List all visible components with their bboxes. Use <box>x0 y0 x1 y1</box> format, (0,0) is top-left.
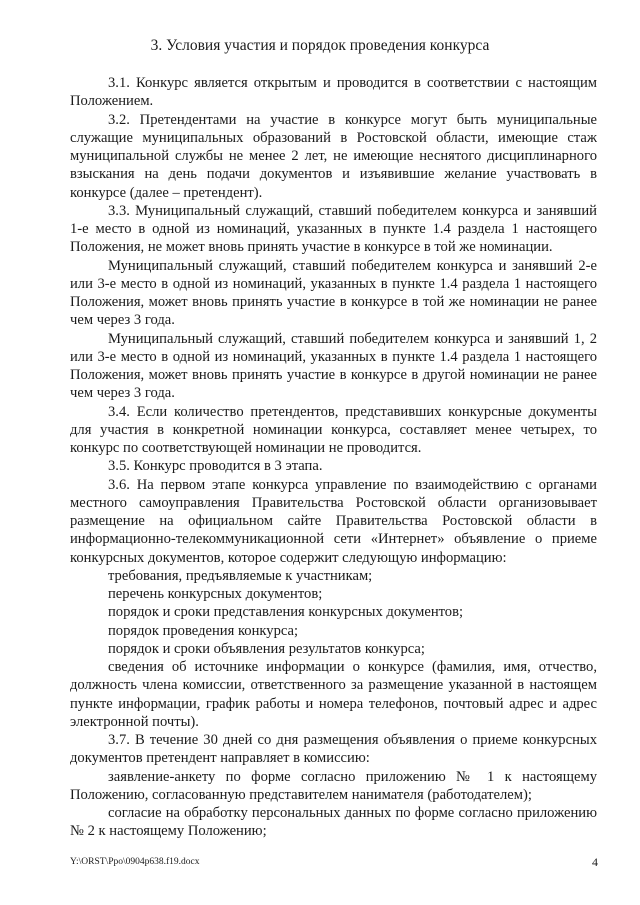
paragraph-3-3-third: Муниципальный служащий, ставший победителем конкурса и занявший 1, 2 или 3-е место в одной из номинаций, указанных в пункте 1.4 раздела 1 настоящего Положения, может вновь принять участие в конкурсе в другой номинации не ранее чем через 3 года. <box>70 330 597 402</box>
page-number: 4 <box>592 855 598 869</box>
list-item-documents: перечень конкурсных документов; <box>108 586 323 602</box>
list-item-application-form: заявление-анкету по форме согласно приложению № 1 к настоящему Положению, согласованную представителем нанимателя (работодателем); <box>70 768 597 803</box>
paragraph-3-7: 3.7. В течение 30 дней со дня размещения объявления о приеме конкурсных документов претендент направляет в комиссию: <box>70 732 597 767</box>
paragraph-3-1: 3.1. Конкурс является открытым и проводится в соответствии с настоящим Положением. <box>70 75 597 110</box>
list-item-submission-terms: порядок и сроки представления конкурсных документов; <box>108 604 464 621</box>
paragraph-3-6: 3.6. На первом этапе конкурса управление по взаимодействию с органами местного самоуправления Правительства Ростовской области организовывает размещение на официальном сайте Правительства Ростовской области в информационно-телекоммуникационной сети «Интернет» объявление о приеме конкурсных документов, которое содержит следующую информацию: <box>70 476 597 566</box>
section-heading: 3. Условия участия и порядок проведения конкурса <box>150 37 490 54</box>
paragraph-3-2: 3.2. Претендентами на участие в конкурсе могут быть муниципальные служащие муниципальных образований в Ростовской области, имеющие стаж муниципальной службы не менее 2 лет, не имеющие неснятого дисциплинарного взыскания на день подачи документов и изъявившие желание участвовать в конкурсе (далее – претендент). <box>70 111 597 201</box>
list-item-procedure: порядок проведения конкурса; <box>108 622 299 639</box>
list-item-info-source: сведения об источнике информации о конкурсе (фамилия, имя, отчество, должность члена комиссии, ответственного за размещение указанной в настоящем пункте информации, график работы и номера телефонов, почтовый адрес и адрес электронной почты). <box>70 659 597 730</box>
paragraph-3-4: 3.4. Если количество претендентов, представивших конкурсные документы для участия в конкретной номинации конкурса, составляет менее четырех, то конкурс по соответствующей номинации не проводится. <box>70 403 597 456</box>
list-item-requirements: требования, предъявляемые к участникам; <box>108 567 373 584</box>
paragraph-3-5: 3.5. Конкурс проводится в 3 этапа. <box>108 458 323 475</box>
paragraph-3-3: 3.3. Муниципальный служащий, ставший победителем конкурса и занявший 1-е место в одной из номинаций, указанных в пункте 1.4 раздела 1 настоящего Положения, не может вновь принять участие в конкурсе в той же номинации. <box>70 202 597 256</box>
paragraph-3-3-second: Муниципальный служащий, ставший победителем конкурса и занявший 2-е или 3-е место в одной из номинаций, указанных в пункте 1.4 раздела 1 настоящего Положения, может вновь принять участие в конкурсе в той же номинации не ранее чем через 3 года. <box>70 257 597 329</box>
list-item-results: порядок и сроки объявления результатов конкурса; <box>108 640 425 657</box>
section-body <box>70 74 597 841</box>
list-item-data-consent: согласие на обработку персональных данных по форме согласно приложению № 2 к настоящему Положению; <box>70 805 597 840</box>
footer-file-path: Y:\ORST\Ppo\0904p638.f19.docx <box>70 857 200 867</box>
